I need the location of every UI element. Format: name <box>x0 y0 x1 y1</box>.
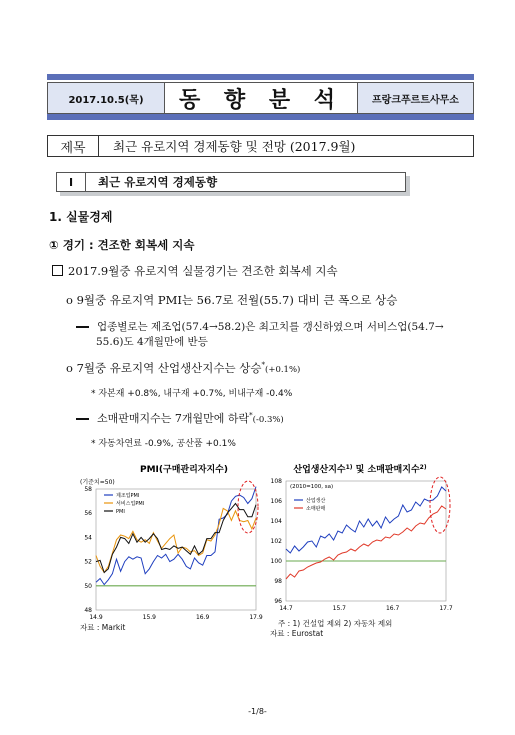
x-tick-label: 16.9 <box>195 614 210 621</box>
chart-title-part2: 및 소매판매지수 <box>352 465 420 475</box>
bullet-retail-text: 소매판매지수는 7개월만에 하락 <box>97 412 250 425</box>
header-bottom-bar <box>47 114 474 120</box>
y-tick-label: 54 <box>84 534 92 542</box>
legend-label: 제조업PMI <box>116 493 140 499</box>
section-heading <box>56 172 406 192</box>
chart-unit-note: (2010=100, sa) <box>290 484 334 490</box>
chart-title <box>292 463 426 475</box>
note-retail: * 자동차연료 -0.9%, 공산품 +0.1% <box>91 439 236 449</box>
bullet-industrial <box>66 360 300 376</box>
x-tick-label: 15.7 <box>332 605 347 612</box>
bullet-sector-text: 업종별로는 제조업(57.4→58.2)은 최고치를 갱신하였으며 서비스업(54.7→ <box>97 321 444 333</box>
production-source: 자료 : Eurostat <box>270 629 324 638</box>
x-tick-label: 14.7 <box>279 605 293 612</box>
y-tick-label: 104 <box>270 518 282 525</box>
legend-label: 서비스업PMI <box>116 501 145 507</box>
x-tick-label: 17.7 <box>439 605 453 612</box>
series-line-2 <box>96 508 256 572</box>
dash-icon <box>76 418 89 420</box>
report-date: 2017.10.5(목) <box>47 82 165 114</box>
chart-title: PMI(구매관리자지수) <box>140 465 228 475</box>
y-tick-label: 108 <box>270 478 282 485</box>
section-title: 최근 유로지역 경제동향 <box>98 175 218 189</box>
y-tick-label: 58 <box>84 486 92 493</box>
bullet-sector <box>76 319 444 334</box>
page-number: -1/8- <box>248 707 267 716</box>
production-notes: 주 : 1) 건설업 제외 2) 자동차 제외 <box>278 619 393 628</box>
bullet-sector-cont: 55.6)도 4개월만에 반등 <box>96 336 208 348</box>
subject-value: 최근 유로지역 경제동향 및 전망 (2017.9월) <box>113 139 356 154</box>
x-tick-label: 17.9 <box>249 614 263 621</box>
x-tick-label: 14.9 <box>89 614 103 621</box>
production-retail-chart <box>260 455 460 627</box>
bullet-retail <box>76 410 284 426</box>
y-tick-label: 96 <box>274 598 282 605</box>
bullet-retail-change: (-0.3%) <box>252 415 284 425</box>
subject-row <box>47 135 474 157</box>
dash-icon <box>76 326 89 328</box>
y-tick-label: 56 <box>84 510 92 518</box>
chart-title-sup1: 1) <box>345 464 353 471</box>
report-title: 동 향 분 석 <box>165 82 357 114</box>
footnote-mark: * <box>261 361 265 370</box>
chart-unit-note: (기준치=50) <box>80 479 115 486</box>
bullet-summary <box>52 263 338 279</box>
note-industrial: * 자본재 +0.8%, 내구재 +0.7%, 비내구재 -0.4% <box>91 389 293 399</box>
bullet-summary-text: 2017.9월중 유로지역 실물경기는 견조한 회복세 지속 <box>68 264 338 278</box>
y-tick-label: 106 <box>270 498 282 505</box>
bullet-industrial-text: o 7월중 유로지역 산업생산지수는 상승 <box>66 361 262 375</box>
series-line-1 <box>286 487 446 553</box>
y-tick-label: 100 <box>270 558 282 565</box>
y-tick-label: 48 <box>84 607 92 614</box>
office-name: 프랑크푸르트사무소 <box>357 82 474 114</box>
x-tick-label: 16.7 <box>385 605 400 612</box>
subject-label: 제목 <box>48 136 99 156</box>
pmi-source: 자료 : Markit <box>80 623 126 632</box>
x-tick-label: 15.9 <box>142 614 157 621</box>
series-line-2 <box>286 506 446 579</box>
highlight-ellipse <box>430 477 450 533</box>
heading-business-cycle: ① 경기 : 견조한 회복세 지속 <box>49 238 195 252</box>
bullet-industrial-change: (+0.1%) <box>265 365 301 375</box>
y-tick-label: 98 <box>274 578 282 585</box>
y-tick-label: 102 <box>270 538 282 545</box>
section-number: I <box>57 173 86 191</box>
checkbox-square-icon <box>52 265 63 276</box>
y-tick-label: 50 <box>84 582 92 590</box>
legend-label: PMI <box>116 509 125 515</box>
chart-title-part1: 산업생산지수 <box>293 465 346 475</box>
y-tick-label: 52 <box>84 558 92 566</box>
chart-title-sup2: 2) <box>419 464 427 471</box>
legend-label: 소매판매 <box>306 506 326 512</box>
header-top-bar <box>47 74 474 80</box>
bullet-pmi: o 9월중 유로지역 PMI는 56.7로 전월(55.7) 대비 큰 폭으로 상승 <box>66 293 398 307</box>
pmi-chart <box>76 455 264 635</box>
legend-label: 산업생산 <box>306 498 326 504</box>
heading-real-economy: 1. 실물경제 <box>49 210 113 224</box>
footnote-mark: * <box>249 411 253 420</box>
